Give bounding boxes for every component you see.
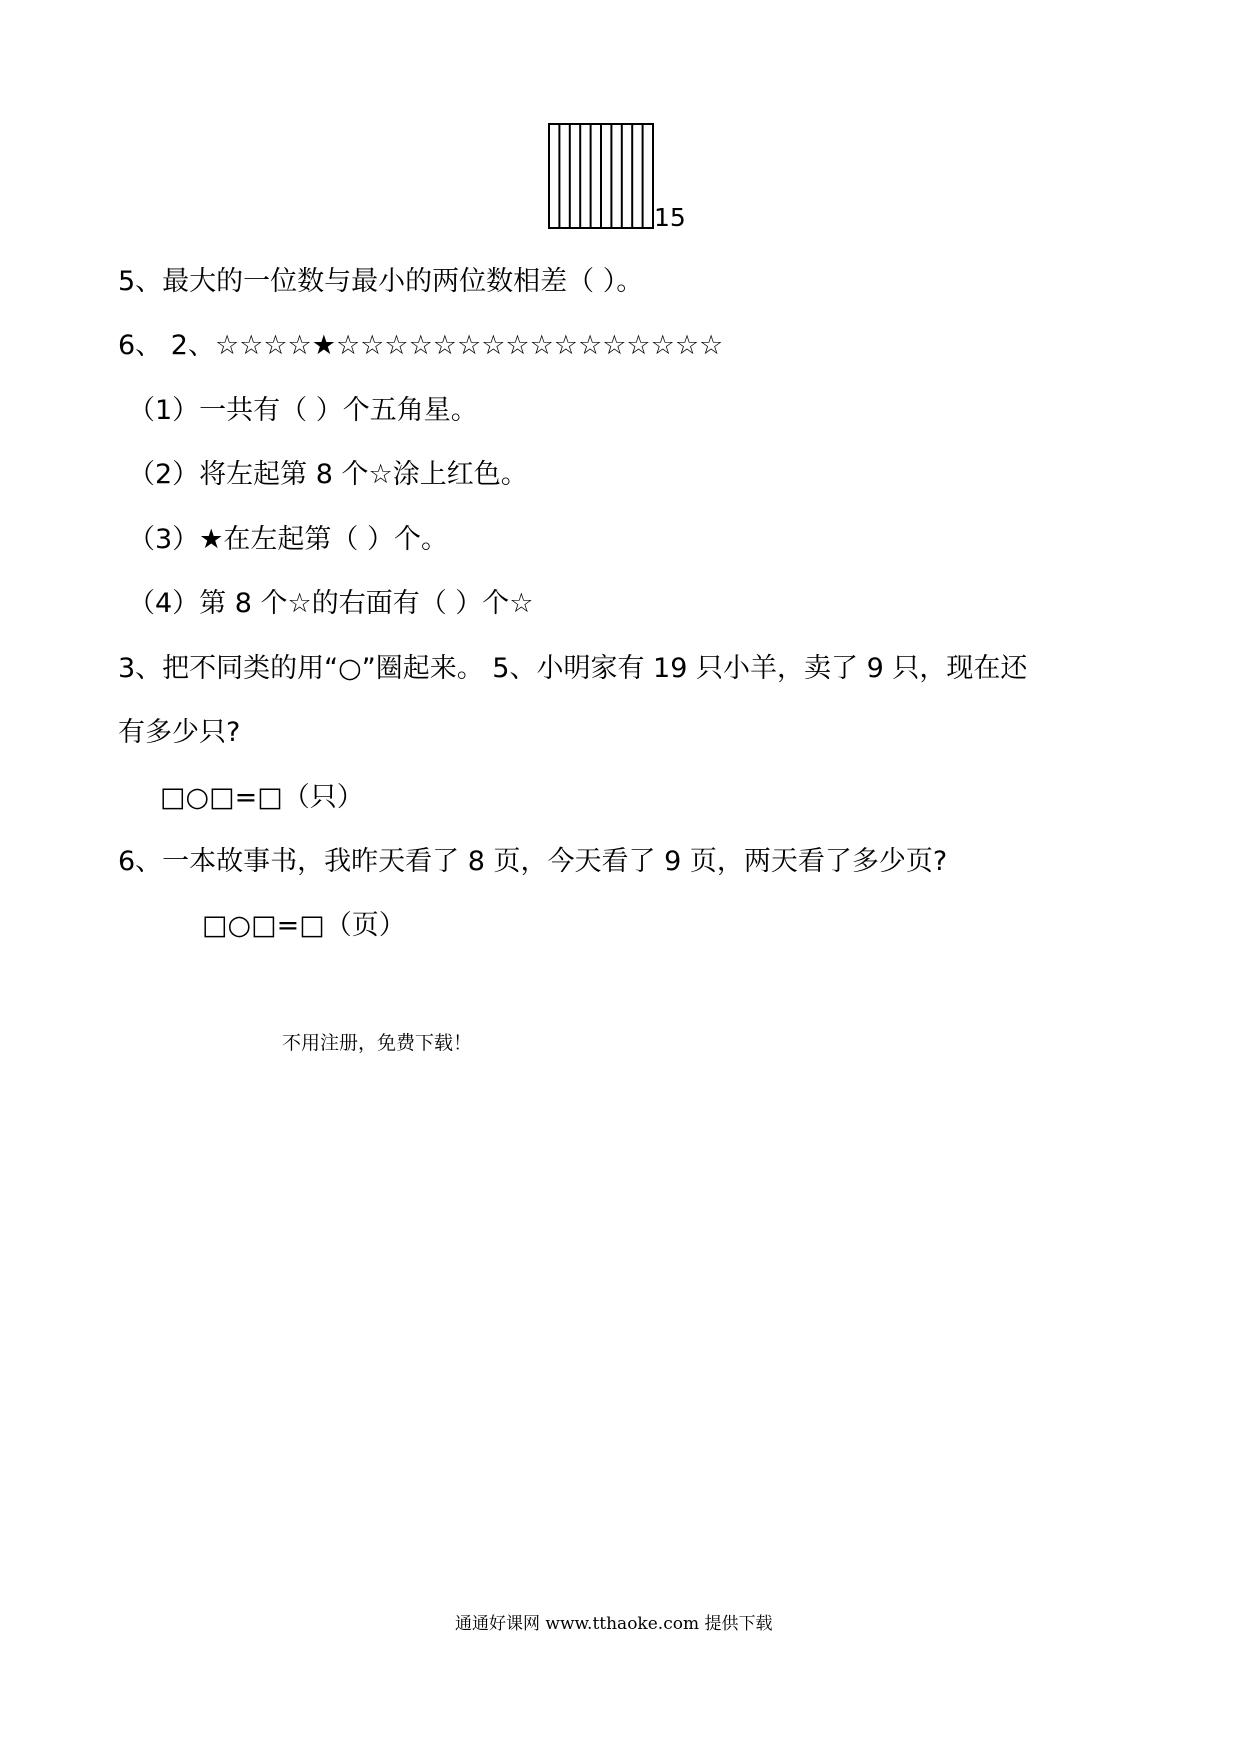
stick-bundle-label: 15 bbox=[654, 203, 686, 232]
question-6-stars: 6、 2、☆☆☆☆★☆☆☆☆☆☆☆☆☆☆☆☆☆☆☆☆ bbox=[118, 330, 724, 361]
question-5: 5、最大的一位数与最小的两位数相差（ ）。 bbox=[118, 266, 644, 297]
question-6-part-3: （3）★在左起第（ ）个。 bbox=[128, 524, 448, 555]
page-footer: 通通好课网 www.tthaoke.com 提供下载 bbox=[455, 1614, 773, 1634]
question-6-story-book: 6、一本故事书，我昨天看了 8 页，今天看了 9 页，两天看了多少页? bbox=[118, 846, 948, 877]
question-6-part-4: （4）第 8 个☆的右面有（ ）个☆ bbox=[128, 588, 534, 619]
question-6-part-1: （1）一共有（ ）个五角星。 bbox=[128, 395, 478, 426]
stick-bundle-figure bbox=[548, 122, 654, 230]
formula-sheep: □○□=□（只） bbox=[160, 782, 364, 813]
question-6-part-2: （2）将左起第 8 个☆涂上红色。 bbox=[128, 459, 528, 490]
question-3-and-5: 3、把不同类的用“○”圈起来。 5、小明家有 19 只小羊，卖了 9 只，现在还 bbox=[118, 653, 1028, 684]
formula-pages: □○□=□（页） bbox=[202, 910, 406, 941]
question-5-continued: 有多少只? bbox=[118, 717, 241, 748]
download-note: 不用注册，免费下载！ bbox=[282, 1032, 473, 1054]
